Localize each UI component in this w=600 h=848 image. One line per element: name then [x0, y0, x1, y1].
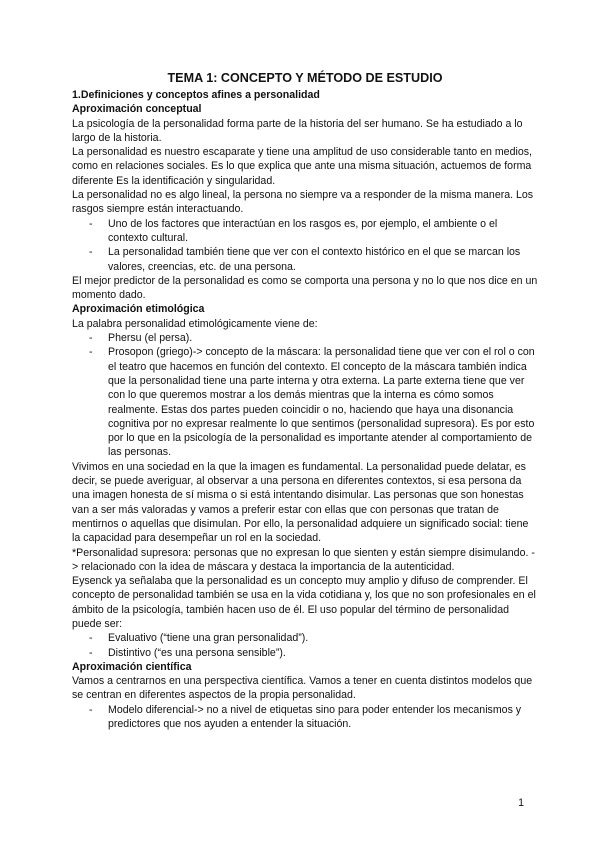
conceptual-heading: Aproximación conceptual: [72, 103, 202, 116]
paragraph: Eysenck ya señalaba que la personalidad es un concepto muy amplio y difuso de comprender. El concepto de personalidad también se usa en la vida cotidiana y, los que no son profesionales en el ámbito de la psicología, también hacen uso de él. El uso popular del término de personalidad puede ser:: [72, 575, 536, 630]
scientific-heading: Aproximación científica: [72, 660, 192, 673]
usage-bullet-list: [72, 631, 538, 660]
etymological-heading: Aproximación etimológica: [72, 303, 205, 316]
document-title: TEMA 1: CONCEPTO Y MÉTODO DE ESTUDIO: [167, 71, 443, 85]
section-heading: 1.Definiciones y conceptos afines a personalidad: [72, 89, 320, 101]
paragraph: Vamos a centrarnos en una perspectiva científica. Vamos a tener en cuenta distintos modelos que se centran en diferentes aspectos de la propia personalidad.: [72, 675, 533, 702]
list-item: - Prosopon (griego)-> concepto de la máscara: la personalidad tiene que ver con el rol o con el teatro que hacemos en función del contexto. El concepto de la máscara también indica que la personalidad tiene una parte interna y otra externa. La parte externa tiene que ver con lo que queremos mostrar a los demás mientras que la interna es cómo somos realmente. Estas dos partes pueden coincidir o no, haciendo que haya una disonancia cognitiva por no expresar realmente lo que sentimos (personalidad supresora). Es por esto por lo que en la psicología de la personalidad es importante atender al comportamiento de las personas.: [108, 345, 538, 459]
conceptual-bullet-list: [72, 217, 538, 274]
paragraph: La palabra personalidad etimológicamente viene de:: [72, 317, 318, 330]
list-item: - Evaluativo (“tiene una gran personalidad”).: [108, 631, 538, 645]
paragraph: *Personalidad supresora: personas que no expresan lo que sienten y están siempre disimulando. -> relacionado con la idea de máscara y destaca la importancia de la autenticidad.: [72, 546, 535, 573]
scientific-bullet-list: [72, 703, 538, 732]
list-item: - Distintivo (“es una persona sensible”).: [108, 646, 538, 660]
etymology-bullet-list: [72, 331, 538, 460]
paragraph: Vivimos en una sociedad en la que la imagen es fundamental. La personalidad puede delatar, es decir, se puede averiguar, al observar a una persona en diferentes contextos, si esa persona da una imagen honesta de sí misma o si está intentando disimular. Las personas que son honestas van a ser más valoradas y vamos a preferir estar con ellas que con personas que tratan de mentirnos o aquellas que disimulan. Por ello, la personalidad adquiere un significado social: tiene la capacidad para desempeñar un rol en la sociedad.: [72, 460, 529, 545]
list-item: - La personalidad también tiene que ver con el contexto histórico en el que se marcan los valores, creencias, etc. de una persona.: [108, 245, 538, 274]
paragraph: El mejor predictor de la personalidad es como se comporta una persona y no lo que nos dice en un momento dado.: [72, 274, 538, 302]
paragraph: La personalidad no es algo lineal, la persona no siempre va a responder de la misma manera. Los rasgos siempre están interactuando.: [72, 189, 534, 216]
list-item: - Modelo diferencial-> no a nivel de etiquetas sino para poder entender los mecanismos y predictores que nos ayuden a entender la situación.: [108, 703, 538, 732]
list-item: - Phersu (el persa).: [108, 331, 538, 345]
paragraph: La personalidad es nuestro escaparate y tiene una amplitud de uso considerable tanto en medios, como en relaciones sociales. Es lo que explica que ante una misma situación, actuemos de forma diferente Es la identificación y singularidad.: [72, 146, 532, 187]
list-item: - Uno de los factores que interactúan en los rasgos es, por ejemplo, el ambiente o el contexto cultural.: [108, 217, 538, 246]
paragraph: La psicología de la personalidad forma parte de la historia del ser humano. Se ha estudiado a lo largo de la historia.: [72, 117, 523, 144]
page-number: 1: [518, 797, 524, 809]
